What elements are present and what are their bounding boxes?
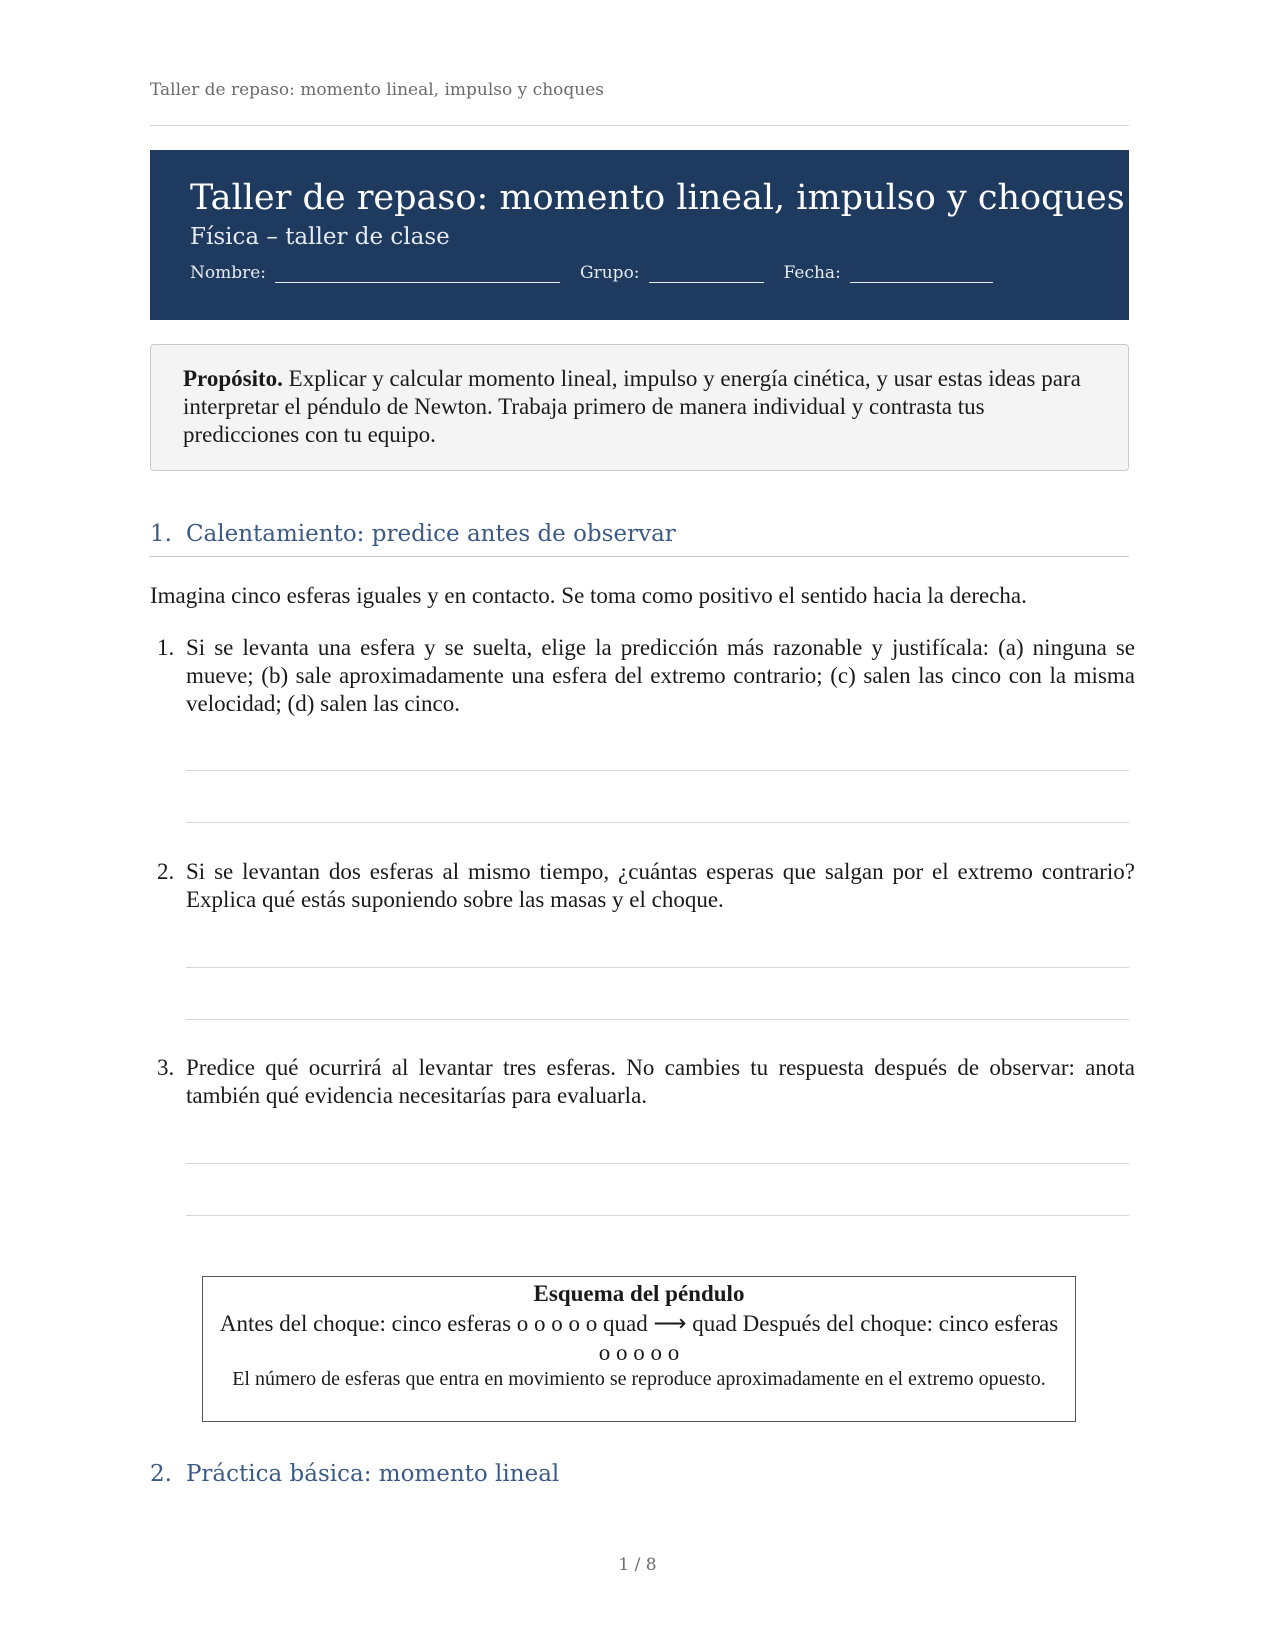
page-number: 1 / 8 <box>618 1555 657 1575</box>
answer-line[interactable] <box>186 1215 1129 1216</box>
answer-line[interactable] <box>186 822 1129 823</box>
group-blank[interactable] <box>649 268 764 283</box>
pendulum-diagram-box <box>202 1276 1076 1422</box>
intro-paragraph: Imagina cinco esferas iguales y en contacto. Se toma como positivo el sentido hacia la derecha. <box>150 583 1027 608</box>
title-banner <box>150 150 1129 320</box>
group-label: Grupo: <box>580 263 640 283</box>
section-number: 2. <box>150 1461 172 1487</box>
purpose-box <box>150 344 1129 471</box>
answer-line[interactable] <box>186 967 1129 968</box>
student-fields <box>190 263 1013 283</box>
section-heading-1 <box>150 521 1129 547</box>
question-2 <box>150 858 1135 914</box>
document-subtitle: Física – taller de clase <box>190 224 450 250</box>
section-title: Práctica básica: momento lineal <box>185 1461 560 1487</box>
pendulum-title: Esquema del péndulo <box>533 1281 745 1306</box>
purpose-label: Propósito. <box>183 366 283 391</box>
name-field <box>190 263 560 283</box>
date-label: Fecha: <box>783 263 841 283</box>
date-field <box>784 263 993 283</box>
section-divider <box>150 556 1129 557</box>
section-number: 1. <box>150 521 172 547</box>
document-title: Taller de repaso: momento lineal, impulso y choques <box>190 178 1125 218</box>
question-text: Predice qué ocurrirá al levantar tres esferas. No cambies tu respuesta después de observar: anota también qué evidencia necesitarías para evaluarla. <box>186 1055 1135 1108</box>
name-label: Nombre: <box>190 263 267 283</box>
question-3 <box>150 1054 1135 1110</box>
pendulum-note: El número de esferas que entra en movimiento se reproduce aproximadamente en el extremo opuesto. <box>232 1368 1046 1390</box>
pendulum-description: Antes del choque: cinco esferas o o o o o quad ⟶ quad Después del choque: cinco esferas o o o o o <box>219 1311 1059 1365</box>
answer-line[interactable] <box>186 1019 1129 1020</box>
question-number: 2. <box>157 859 175 884</box>
question-number: 3. <box>157 1055 175 1080</box>
header-divider <box>150 125 1129 126</box>
group-field <box>580 263 764 283</box>
question-text: Si se levantan dos esferas al mismo tiempo, ¿cuántas esperas que salgan por el extremo contrario? Explica qué estás suponiendo sobre las masas y el choque. <box>186 859 1135 912</box>
question-1 <box>150 634 1135 718</box>
date-blank[interactable] <box>850 268 993 283</box>
section-heading-2 <box>150 1461 1129 1487</box>
section-title: Calentamiento: predice antes de observar <box>185 521 676 547</box>
answer-line[interactable] <box>186 770 1129 771</box>
question-number: 1. <box>157 635 175 660</box>
purpose-text: Explicar y calcular momento lineal, impulso y energía cinética, y usar estas ideas para interpretar el péndulo de Newton. Trabaja primero de manera individual y contrasta tus predicciones con tu equipo. <box>183 366 1081 447</box>
name-blank[interactable] <box>275 268 560 283</box>
answer-line[interactable] <box>186 1163 1129 1164</box>
running-header: Taller de repaso: momento lineal, impulso y choques <box>150 80 604 100</box>
question-text: Si se levanta una esfera y se suelta, elige la predicción más razonable y justifícala: (a) ninguna se mueve; (b) sale aproximadamente una esfera del extremo contrario; (c) salen las cinco con la misma velocidad; (d) salen las cinco. <box>186 635 1135 716</box>
